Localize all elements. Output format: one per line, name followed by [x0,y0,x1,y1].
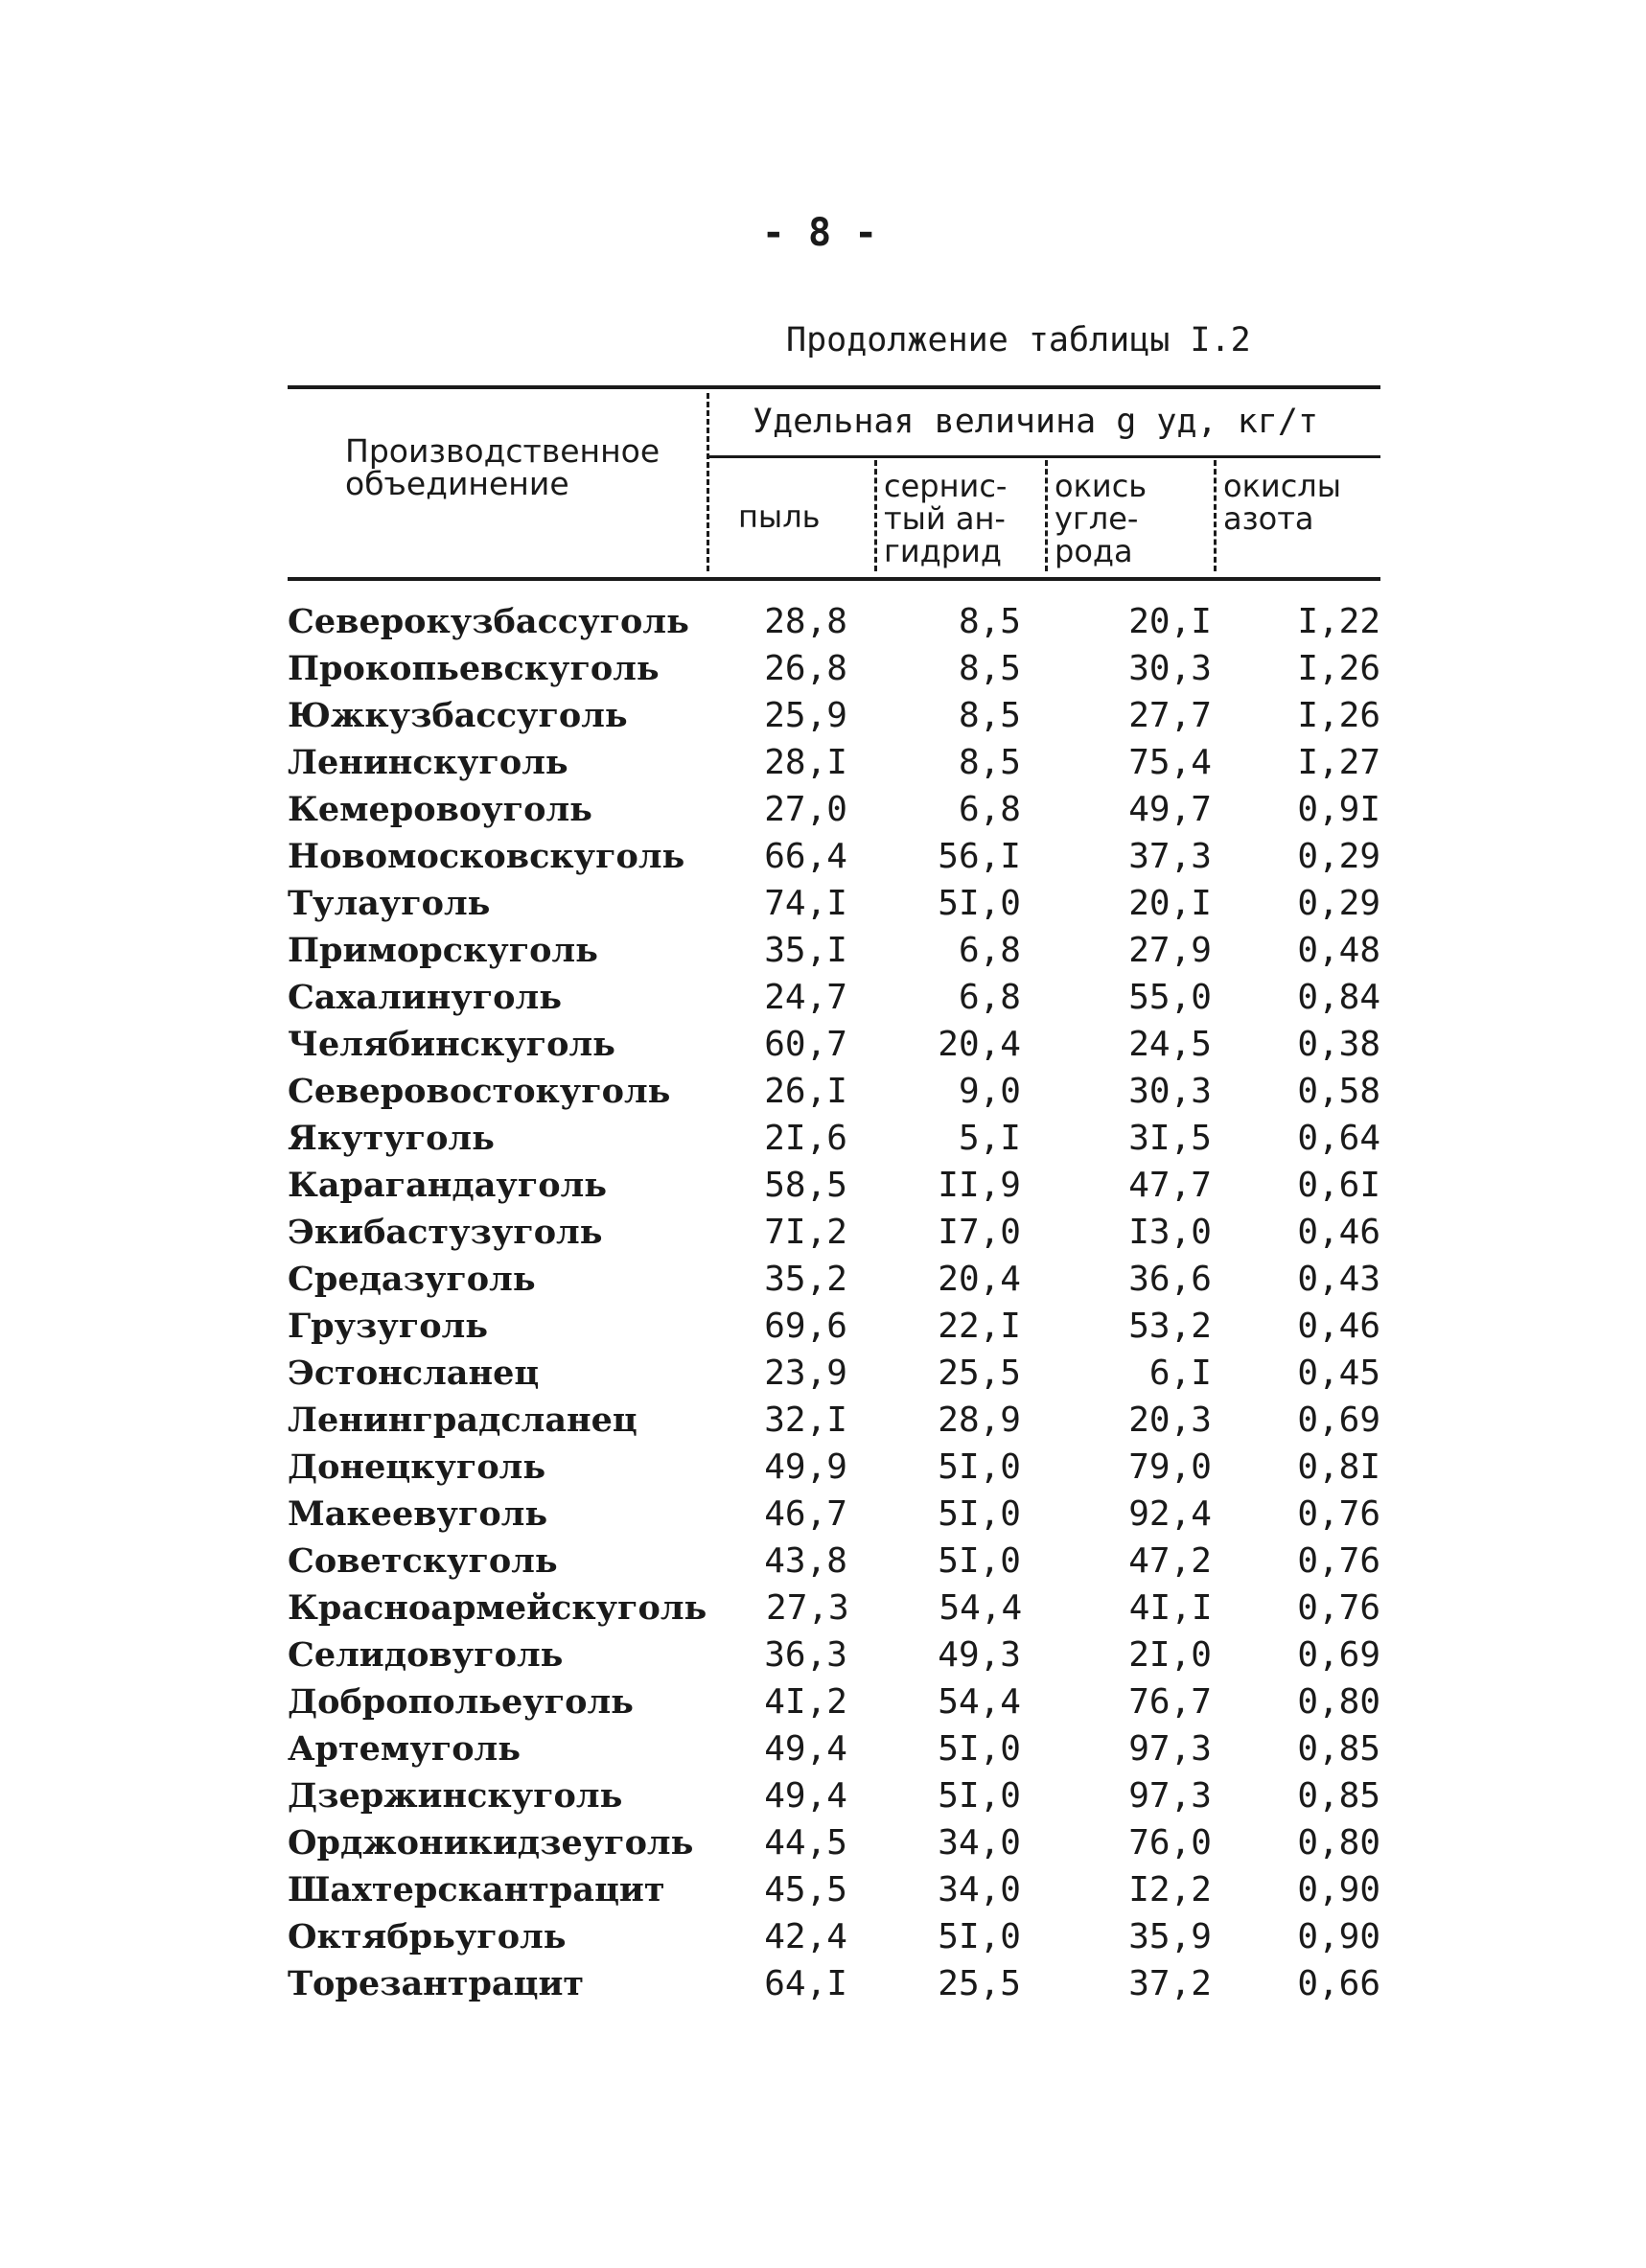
header-carbon-monoxide-line: окись [1055,468,1148,504]
cell-carbon-monoxide: 49,7 [1128,790,1212,829]
cell-sulfur-dioxide: 5I,0 [938,1917,1021,1956]
cell-sulfur-dioxide: 54,4 [938,1682,1021,1722]
cell-carbon-monoxide: 37,2 [1128,1964,1212,2003]
header-specific-value: Удельная величина g уд, кг/т [753,403,1319,441]
cell-sulfur-dioxide: I7,0 [938,1213,1021,1252]
cell-dust: 26,8 [764,649,847,688]
cell-sulfur-dioxide: II,9 [938,1166,1021,1205]
cell-nitrogen-oxides: 0,85 [1297,1729,1381,1769]
cell-nitrogen-oxides: 0,85 [1297,1776,1381,1816]
table-row [288,1303,1380,1350]
cell-nitrogen-oxides: 0,90 [1297,1917,1381,1956]
cell-dust: 28,I [764,743,847,782]
cell-carbon-monoxide: 47,7 [1128,1166,1212,1205]
table-row [288,786,1380,833]
cell-sulfur-dioxide: 6,8 [958,931,1021,970]
header-nitrogen-oxides [1223,470,1341,535]
cell-nitrogen-oxides: 0,29 [1297,884,1381,923]
cell-dust: 64,I [764,1964,847,2003]
table-body [288,598,1380,2007]
header-carbon-monoxide [1055,470,1147,567]
cell-sulfur-dioxide: 9,0 [958,1072,1021,1111]
cell-carbon-monoxide: 6,I [1148,1354,1212,1393]
cell-sulfur-dioxide: 5I,0 [938,1541,1021,1581]
cell-enterprise: Кемеровоуголь [288,790,592,829]
cell-enterprise: Ленинградсланец [288,1400,638,1440]
cell-enterprise: Октябрьуголь [288,1917,567,1956]
cell-enterprise: Эстонсланец [288,1354,540,1393]
cell-enterprise: Средазуголь [288,1260,536,1299]
header-bottom-rule [288,577,1380,581]
cell-nitrogen-oxides: 0,48 [1297,931,1381,970]
cell-enterprise: Северовостокуголь [288,1072,671,1111]
cell-dust: 32,I [764,1400,847,1440]
cell-dust: 58,5 [764,1166,847,1205]
cell-enterprise: Селидовуголь [288,1635,564,1675]
cell-nitrogen-oxides: 0,76 [1297,1541,1381,1581]
cell-sulfur-dioxide: 6,8 [958,978,1021,1017]
cell-carbon-monoxide: 79,0 [1128,1447,1212,1487]
cell-dust: 69,6 [764,1307,847,1346]
cell-nitrogen-oxides: 0,46 [1297,1307,1381,1346]
header-sulfur-dioxide-line: тый ан- [884,500,1006,537]
cell-nitrogen-oxides: 0,8I [1297,1447,1381,1487]
cell-dust: 46,7 [764,1494,847,1534]
cell-dust: 49,4 [764,1729,847,1769]
table-row [288,1678,1380,1725]
table-row [288,1021,1380,1068]
cell-nitrogen-oxides: 0,29 [1297,837,1381,876]
cell-nitrogen-oxides: 0,58 [1297,1072,1381,1111]
table-row [288,1350,1380,1397]
cell-nitrogen-oxides: 0,80 [1297,1823,1381,1863]
table-row [288,1725,1380,1772]
header-sulfur-dioxide-line: гидрид [884,533,1002,569]
cell-sulfur-dioxide: 6,8 [958,790,1021,829]
cell-dust: 43,8 [764,1541,847,1581]
cell-carbon-monoxide: 76,7 [1128,1682,1212,1722]
table-top-rule [288,385,1380,389]
cell-enterprise: Южкузбассуголь [288,696,628,735]
cell-sulfur-dioxide: 49,3 [938,1635,1021,1675]
header-enterprise [345,432,661,502]
cell-carbon-monoxide: 97,3 [1128,1776,1212,1816]
cell-dust: 49,9 [764,1447,847,1487]
table-row [288,974,1380,1021]
table-row [288,739,1380,786]
cell-sulfur-dioxide: 22,I [938,1307,1021,1346]
cell-carbon-monoxide: I3,0 [1128,1213,1212,1252]
cell-dust: 26,I [764,1072,847,1111]
cell-nitrogen-oxides: 0,66 [1297,1964,1381,2003]
cell-dust: 28,8 [764,602,847,641]
cell-dust: 25,9 [764,696,847,735]
table-caption: Продолжение таблицы I.2 [786,321,1251,359]
cell-enterprise: Добропольеуголь [288,1682,634,1722]
cell-nitrogen-oxides: I,22 [1297,602,1381,641]
cell-enterprise: Грузуголь [288,1307,489,1346]
cell-enterprise: Красноармейскуголь [288,1588,707,1628]
cell-dust: 27,0 [764,790,847,829]
cell-sulfur-dioxide: 5I,0 [938,884,1021,923]
cell-sulfur-dioxide: 20,4 [938,1025,1021,1064]
cell-dust: 35,2 [764,1260,847,1299]
cell-nitrogen-oxides: 0,69 [1297,1635,1381,1675]
table-row [288,1209,1380,1256]
cell-sulfur-dioxide: 25,5 [938,1964,1021,2003]
cell-dust: 49,4 [764,1776,847,1816]
cell-nitrogen-oxides: 0,80 [1297,1682,1381,1722]
cell-dust: 35,I [764,931,847,970]
cell-sulfur-dioxide: 5I,0 [938,1494,1021,1534]
cell-carbon-monoxide: 20,I [1128,884,1212,923]
cell-nitrogen-oxides: 0,69 [1297,1400,1381,1440]
table-row [288,1256,1380,1303]
cell-nitrogen-oxides: 0,84 [1297,978,1381,1017]
cell-dust: 66,4 [764,837,847,876]
cell-enterprise: Торезантрацит [288,1964,585,2003]
table-row [288,1068,1380,1115]
header-dust: пыль [738,498,821,535]
header-sulfur-dioxide-line: сернис- [884,468,1008,504]
cell-sulfur-dioxide: 8,5 [958,696,1021,735]
cell-nitrogen-oxides: 0,46 [1297,1213,1381,1252]
table-row [288,880,1380,927]
cell-nitrogen-oxides: I,26 [1297,696,1381,735]
cell-carbon-monoxide: 27,9 [1128,931,1212,970]
cell-enterprise: Артемуголь [288,1729,521,1769]
table-row [288,833,1380,880]
cell-carbon-monoxide: 37,3 [1128,837,1212,876]
table-row [288,1960,1380,2007]
cell-nitrogen-oxides: 0,76 [1297,1494,1381,1534]
page-number: - 8 - [761,211,878,255]
cell-carbon-monoxide: 47,2 [1128,1541,1212,1581]
table-row [288,1397,1380,1444]
cell-dust: 23,9 [764,1354,847,1393]
cell-enterprise: Северокузбассуголь [288,602,689,641]
table-row [288,1444,1380,1491]
cell-sulfur-dioxide: 34,0 [938,1823,1021,1863]
cell-enterprise: Карагандауголь [288,1166,608,1205]
cell-sulfur-dioxide: 8,5 [958,602,1021,641]
table-row [288,1585,1380,1632]
cell-carbon-monoxide: 30,3 [1128,1072,1212,1111]
table-row [288,1632,1380,1678]
cell-sulfur-dioxide: 28,9 [938,1400,1021,1440]
cell-nitrogen-oxides: I,27 [1297,743,1381,782]
table-row [288,598,1380,645]
cell-enterprise: Советскуголь [288,1541,558,1581]
cell-nitrogen-oxides: I,26 [1297,649,1381,688]
cell-enterprise: Дзержинскуголь [288,1776,623,1816]
column-divider [1214,460,1217,571]
cell-sulfur-dioxide: 5I,0 [938,1776,1021,1816]
table-row [288,1772,1380,1819]
cell-enterprise: Орджоникидзеуголь [288,1823,694,1863]
cell-carbon-monoxide: 53,2 [1128,1307,1212,1346]
table-row [288,1162,1380,1209]
cell-sulfur-dioxide: 5I,0 [938,1729,1021,1769]
header-nitrogen-oxides-line: азота [1223,500,1314,537]
cell-sulfur-dioxide: 56,I [938,837,1021,876]
header-enterprise-line2: объединение [345,465,569,502]
cell-sulfur-dioxide: 20,4 [938,1260,1021,1299]
cell-enterprise: Челябинскуголь [288,1025,615,1064]
cell-carbon-monoxide: 27,7 [1128,696,1212,735]
header-group-rule [707,455,1380,458]
cell-dust: 7I,2 [764,1213,847,1252]
table-row [288,927,1380,974]
cell-nitrogen-oxides: 0,90 [1297,1870,1381,1909]
cell-carbon-monoxide: 97,3 [1128,1729,1212,1769]
table-row [288,1491,1380,1538]
cell-dust: 36,3 [764,1635,847,1675]
column-divider [874,460,877,571]
cell-enterprise: Якутуголь [288,1119,495,1158]
cell-enterprise: Прокопьевскуголь [288,649,660,688]
cell-enterprise: Экибастузуголь [288,1213,603,1252]
cell-sulfur-dioxide: 8,5 [958,743,1021,782]
cell-enterprise: Ленинскуголь [288,743,568,782]
header-sulfur-dioxide [884,470,1007,567]
table-row [288,645,1380,692]
cell-dust: 44,5 [764,1823,847,1863]
column-divider [707,393,709,571]
cell-nitrogen-oxides: 0,9I [1297,790,1381,829]
cell-sulfur-dioxide: 34,0 [938,1870,1021,1909]
cell-sulfur-dioxide: 5,I [958,1119,1021,1158]
cell-carbon-monoxide: 2I,0 [1128,1635,1212,1675]
table-row [288,1115,1380,1162]
cell-carbon-monoxide: 24,5 [1128,1025,1212,1064]
cell-enterprise: Новомосковскуголь [288,837,685,876]
cell-enterprise: Макеевуголь [288,1494,548,1534]
cell-enterprise: Тулауголь [288,884,491,923]
cell-sulfur-dioxide: 8,5 [958,649,1021,688]
cell-dust: 27,3 [766,1588,849,1628]
cell-carbon-monoxide: 30,3 [1128,649,1212,688]
cell-carbon-monoxide: 20,I [1128,602,1212,641]
header-carbon-monoxide-line: рода [1055,533,1133,569]
cell-dust: 42,4 [764,1917,847,1956]
cell-enterprise: Шахтерскантрацит [288,1870,665,1909]
cell-nitrogen-oxides: 0,45 [1297,1354,1381,1393]
cell-sulfur-dioxide: 54,4 [939,1588,1023,1628]
cell-dust: 60,7 [764,1025,847,1064]
cell-carbon-monoxide: 3I,5 [1128,1119,1212,1158]
cell-carbon-monoxide: 4I,I [1128,1588,1213,1628]
table-row [288,1866,1380,1913]
cell-carbon-monoxide: 36,6 [1128,1260,1212,1299]
header-nitrogen-oxides-line: окислы [1223,468,1342,504]
cell-dust: 74,I [764,884,847,923]
cell-carbon-monoxide: 20,3 [1128,1400,1212,1440]
header-enterprise-line1: Производственное [345,432,661,470]
column-divider [1045,460,1048,571]
cell-sulfur-dioxide: 25,5 [938,1354,1021,1393]
table-row [288,1538,1380,1585]
cell-carbon-monoxide: 92,4 [1128,1494,1212,1534]
cell-nitrogen-oxides: 0,76 [1297,1588,1380,1628]
cell-nitrogen-oxides: 0,6I [1297,1166,1381,1205]
cell-carbon-monoxide: 76,0 [1128,1823,1212,1863]
cell-carbon-monoxide: 55,0 [1128,978,1212,1017]
cell-dust: 4I,2 [764,1682,847,1722]
cell-enterprise: Донецкуголь [288,1447,546,1487]
table-row [288,692,1380,739]
cell-sulfur-dioxide: 5I,0 [938,1447,1021,1487]
cell-carbon-monoxide: 75,4 [1128,743,1212,782]
cell-nitrogen-oxides: 0,64 [1297,1119,1381,1158]
header-carbon-monoxide-line: угле- [1055,500,1139,537]
cell-carbon-monoxide: 35,9 [1128,1917,1212,1956]
cell-dust: 2I,6 [764,1119,847,1158]
cell-dust: 24,7 [764,978,847,1017]
cell-nitrogen-oxides: 0,38 [1297,1025,1381,1064]
cell-nitrogen-oxides: 0,43 [1297,1260,1381,1299]
table-row [288,1819,1380,1866]
cell-carbon-monoxide: I2,2 [1128,1870,1212,1909]
cell-enterprise: Приморскуголь [288,931,598,970]
cell-dust: 45,5 [764,1870,847,1909]
table-row [288,1913,1380,1960]
cell-enterprise: Сахалинуголь [288,978,562,1017]
